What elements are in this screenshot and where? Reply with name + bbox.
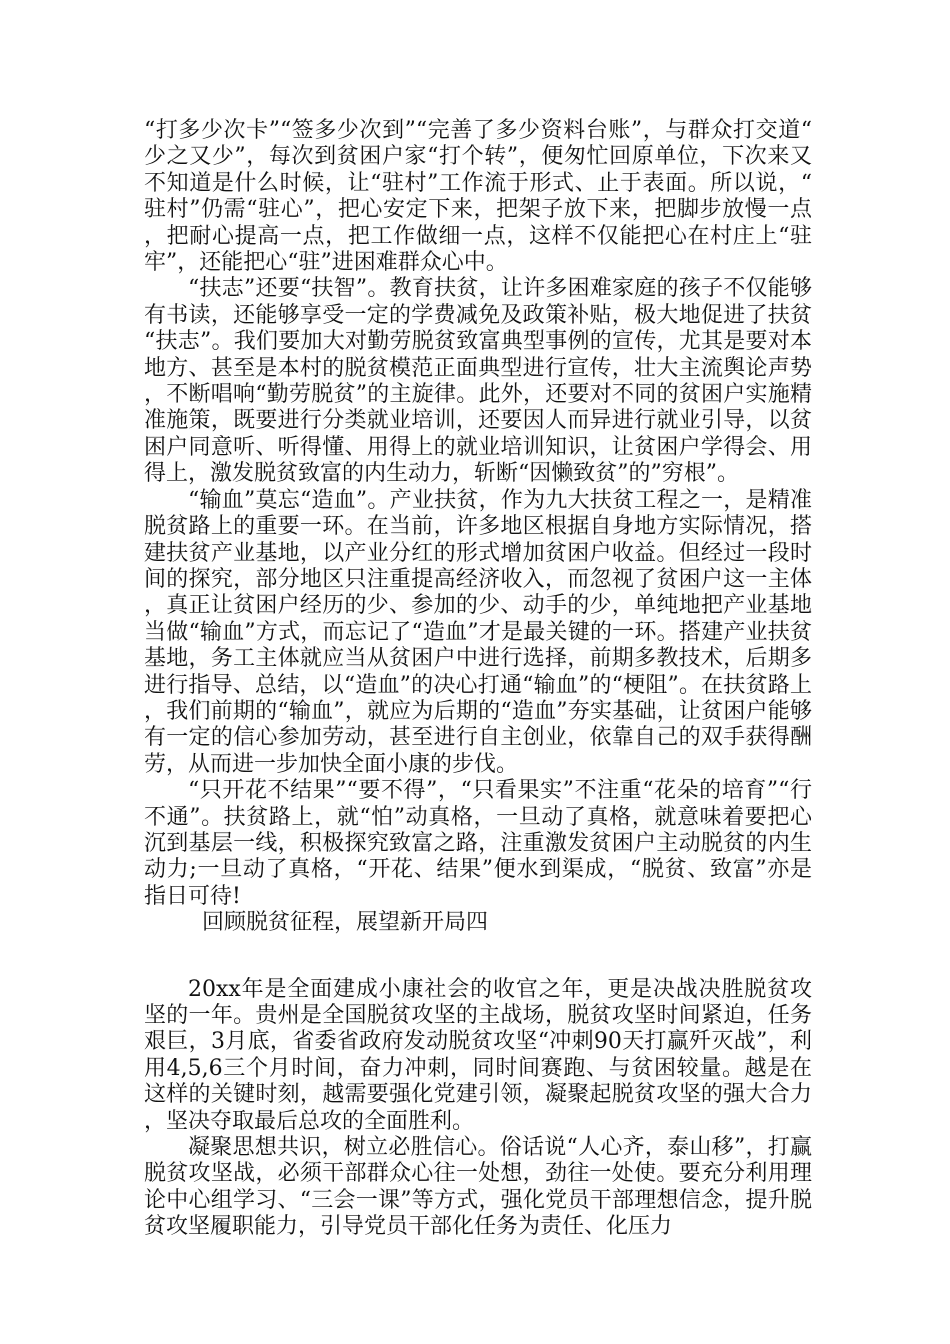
document-body xyxy=(144,118,812,1241)
paragraph-continuation: “打多少次卡”“签多少次到”“完善了多少资料台账”，与群众打交道“少之又少”，每次到贫困户家“打个转”，便匆忙回原单位，下次来又不知道是什么时候，让“驻村”工作流于形式、止于表面。所以说，“驻村”仍需“驻心”，把心安定下来，把架子放下来，把脚步放慢一点，把耐心提高一点，把工作做细一点，这样不仅能把心在村庄上“驻牢”，还能把心“驻”进困难群众心中。 xyxy=(144,118,812,276)
paragraph-guizhou: 20xx年是全面建成小康社会的收官之年，更是决战决胜脱贫攻坚的一年。贵州是全国脱贫攻坚的主战场，脱贫攻坚时间紧迫，任务艰巨，3月底，省委省政府发动脱贫攻坚“冲刺90天打赢歼灭战”，利用4,5,6三个月时间，奋力冲刺，同时间赛跑、与贫困较量。越是在这样的关键时刻，越需要强化党建引领，凝聚起脱贫攻坚的强大合力，坚决夺取最后总攻的全面胜利。 xyxy=(144,976,812,1134)
paragraph-shuxue: “输血”莫忘“造血”。产业扶贫，作为九大扶贫工程之一，是精准脱贫路上的重要一环。在当前，许多地区根据自身地方实际情况，搭建扶贫产业基地，以产业分红的形式增加贫困户收益。但经过一段时间的探究，部分地区只注重提高经济收入，而忽视了贫困户这一主体，真正让贫困户经历的少、参加的少、动手的少，单纯地把产业基地当做“输血”方式，而忘记了“造血”才是最关键的一环。搭建产业扶贫基地，务工主体就应当从贫困户中进行选择，前期多教技术，后期多进行指导、总结，以“造血”的决心打通“输血”的“梗阻”。在扶贫路上，我们前期的“输血”，就应为后期的“造血”夯实基础，让贫困户能够有一定的信心参加劳动，甚至进行自主创业，依靠自己的双手获得酬劳，从而进一步加快全面小康的步伐。 xyxy=(144,487,812,777)
paragraph-gongshi: 凝聚思想共识，树立必胜信心。俗话说“人心齐，泰山移”，打赢脱贫攻坚战，必须干部群众心往一处想，劲往一处使。要充分利用理论中心组学习、“三会一课”等方式，强化党员干部理想信念，提升脱贫攻坚履职能力，引导党员干部化任务为责任、化压力 xyxy=(144,1135,812,1240)
paragraph-fuzhi: “扶志”还要“扶智”。教育扶贫，让许多困难家庭的孩子不仅能够有书读，还能够享受一定的学费减免及政策补贴，极大地促进了扶贫“扶志”。我们要加大对勤劳脱贫致富典型事例的宣传，尤其是要对本地方、甚至是本村的脱贫模范正面典型进行宣传，壮大主流舆论声势，不断唱响“勤劳脱贫”的主旋律。此外，还要对不同的贫困户实施精准施策，既要进行分类就业培训，还要因人而异进行就业引导，以贫困户同意听、听得懂、用得上的就业培训知识，让贫困户学得会、用得上，激发脱贫致富的内生动力，斩断“因懒致贫”的”穷根”。 xyxy=(144,276,812,487)
section-heading: 回顾脱贫征程，展望新开局四 xyxy=(202,910,489,936)
paragraph-kaihua: “只开花不结果”“要不得”，“只看果实”不注重“花朵的培育”“行不通”。扶贫路上，就“怕”动真格，一旦动了真格，就意味着要把心沉到基层一线，积极探究致富之路，注重激发贫困户主动脱贫的内生动力;一旦动了真格，“开花、结果”便水到渠成，“脱贫、致富”亦是指日可待! xyxy=(144,778,812,909)
